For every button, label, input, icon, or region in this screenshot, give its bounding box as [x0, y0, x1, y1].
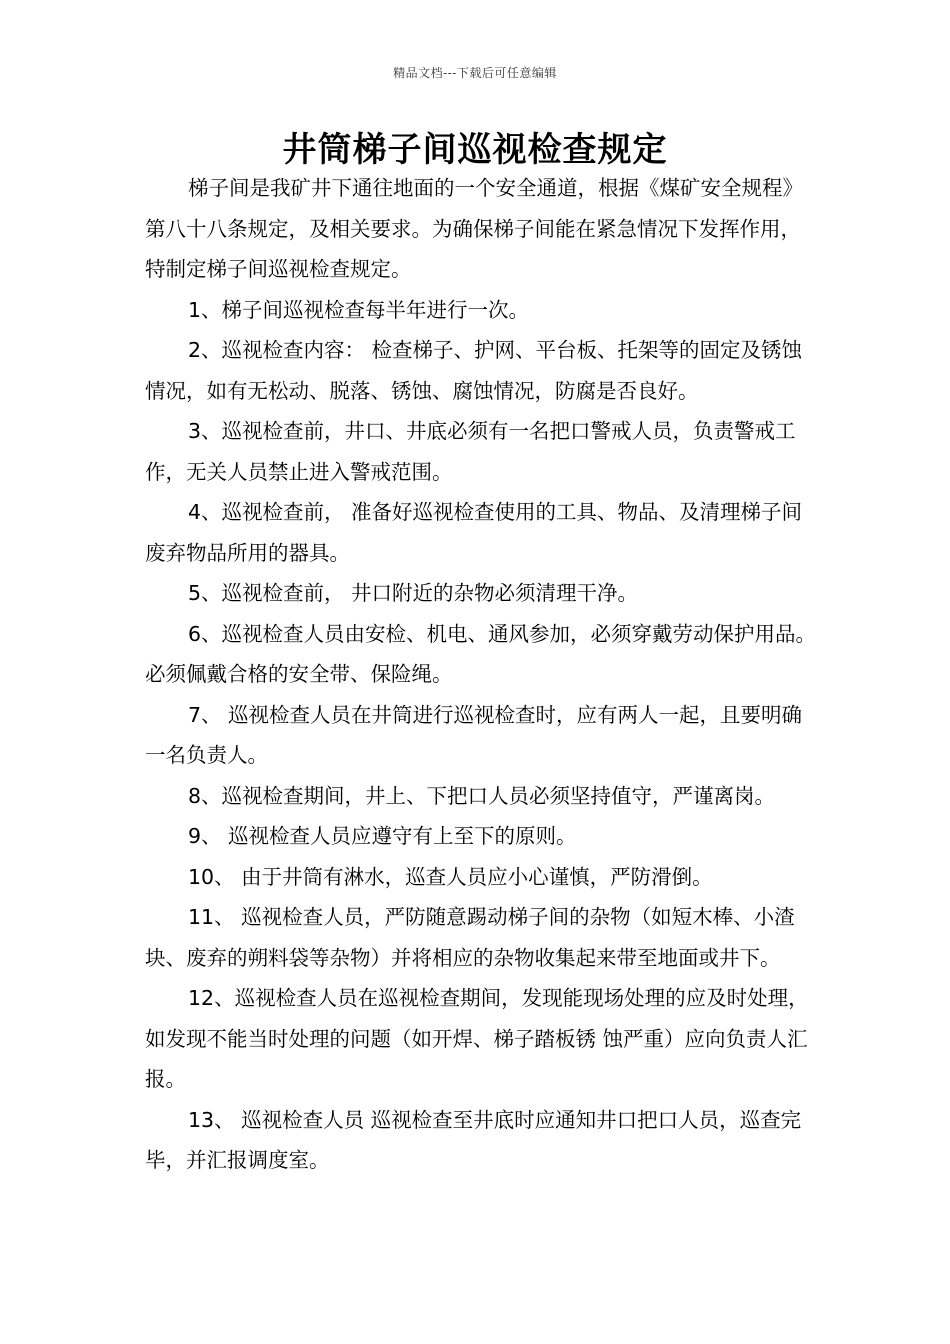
rule-item-1: 1、梯子间巡视检查每半年进行一次。 — [188, 297, 530, 322]
rule-item-2: 2、巡视检查内容： 检查梯子、护网、平台板、托架等的固定及锈蚀情况，如有无松动、脱落、锈蚀、腐蚀情况，防腐是否良好。 — [145, 338, 803, 403]
page-header-watermark: 精品文档---下载后可任意编辑 — [393, 66, 557, 80]
rule-item-4: 4、巡视检查前， 准备好巡视检查使用的工具、物品、及清理梯子间废弃物品所用的器具。 — [145, 500, 803, 565]
rule-item-6: 6、巡视检查人员由安检、机电、通风参加，必须穿戴劳动保护用品。必须佩戴合格的安全带、保险绳。 — [145, 621, 817, 686]
rule-item-8: 8、巡视检查期间，井上、下把口人员必须坚持值守，严谨离岗。 — [188, 783, 776, 808]
document-title: 井筒梯子间巡视检查规定 — [282, 130, 668, 170]
rule-item-13: 13、 巡视检查人员 巡视检查至井底时应通知井口把口人员，巡查完毕，并汇报调度室。 — [145, 1107, 802, 1172]
rule-item-10: 10、 由于井筒有淋水，巡查人员应小心谨慎，严防滑倒。 — [188, 864, 713, 889]
intro-paragraph: 梯子间是我矿井下通往地面的一个安全通道，根据《煤矿安全规程》第八十八条规定，及相关要求。为确保梯子间能在紧急情况下发挥作用，特制定梯子间巡视检查规定。 — [145, 176, 803, 281]
rule-item-9: 9、 巡视检查人员应遵守有上至下的原则。 — [188, 824, 577, 848]
rule-item-3: 3、巡视检查前，井口、井底必须有一名把口警戒人员，负责警戒工作，无关人员禁止进入警戒范围。 — [145, 419, 796, 484]
document-body — [145, 168, 817, 1181]
rule-item-7: 7、 巡视检查人员在井筒进行巡视检查时，应有两人一起，且要明确一名负责人。 — [145, 702, 803, 767]
rule-item-11: 11、 巡视检查人员，严防随意踢动梯子间的杂物（如短木棒、小渣块、废弃的朔料袋等杂物）并将相应的杂物收集起来带至地面或井下。 — [145, 905, 795, 970]
rule-item-12: 12、巡视检查人员在巡视检查期间，发现能现场处理的应及时处理，如发现不能当时处理的问题（如开焊、梯子踏板锈 蚀严重）应向负责人汇报。 — [145, 986, 809, 1091]
rule-item-5: 5、巡视检查前， 井口附近的杂物必须清理干净。 — [188, 581, 639, 605]
